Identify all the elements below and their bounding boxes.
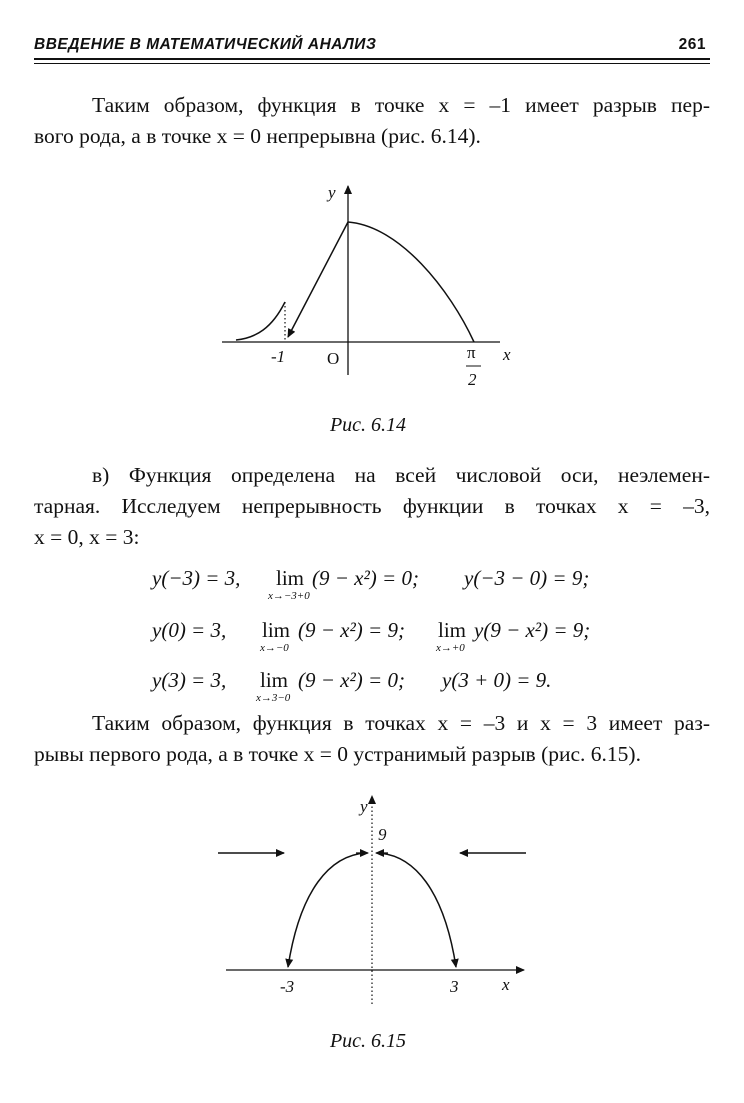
formula-2-a: y(0) = 3, [152, 618, 227, 642]
paragraph-3-line-1: Таким образом, функция в точках x = –3 и x = 3 имеет раз- [92, 711, 710, 735]
formula-2-lim2: lim [438, 618, 467, 642]
fig615-label-nine: 9 [378, 825, 387, 844]
formula-1-a: y(−3) = 3, [152, 566, 241, 590]
running-title: ВВЕДЕНИЕ В МАТЕМАТИЧЕСКИЙ АНАЛИЗ [34, 36, 377, 53]
formula-1-lim: lim [276, 566, 305, 590]
formula-3-b: y(3 + 0) = 9. [442, 668, 552, 692]
fig615-parabola-right [378, 853, 456, 967]
formula-3-lim-sub: x→3−0 [256, 692, 291, 704]
formula-3-a: y(3) = 3, [152, 668, 227, 692]
fig615-label-minus3: -3 [280, 977, 295, 996]
formula-2-lim2-sub: x→+0 [436, 642, 465, 654]
fig615-label-x: x [502, 975, 510, 994]
fig614-label-pi: π [467, 343, 476, 362]
paragraph-2-line-3: x = 0, x = 3: [34, 525, 140, 549]
fig614-label-y: y [328, 183, 336, 202]
formula-1-lim-sub: x→−3+0 [268, 590, 310, 602]
paragraph-1-line-2: вого рода, а в точке x = 0 непрерывна (рис. 6.14). [34, 124, 481, 148]
caption-6-14: Рис. 6.14 [329, 414, 407, 436]
formula-2-expr1: (9 − x²) = 9; [298, 618, 405, 642]
page-number: 261 [678, 36, 706, 53]
formula-2-lim1: lim [262, 618, 291, 642]
formula-1-expr: (9 − x²) = 0; [312, 566, 419, 590]
fig615-parabola-left [288, 853, 366, 967]
caption-6-15: Рис. 6.15 [329, 1030, 407, 1052]
paragraph-1-line-1: Таким образом, функция в точке x = –1 имеет разрыв пер- [92, 93, 710, 117]
formula-3-expr: (9 − x²) = 0; [298, 668, 405, 692]
formula-2-expr2: y(9 − x²) = 9; [474, 618, 591, 642]
fig614-label-x: x [503, 345, 511, 364]
fig614-label-minus1: -1 [271, 347, 286, 366]
formula-1-b: y(−3 − 0) = 9; [464, 566, 590, 590]
paragraph-2-line-2: тарная. Исследуем непрерывность функции в точках x = –3, [34, 494, 710, 518]
formula-2-lim1-sub: x→−0 [260, 642, 289, 654]
paragraph-2-line-1: в) Функция определена на всей числовой оси, неэлемен- [92, 463, 710, 487]
paragraph-3-line-2: рывы первого рода, а в точке x = 0 устранимый разрыв (рис. 6.15). [34, 742, 641, 766]
fig615-label-three: 3 [450, 977, 459, 996]
fig614-label-two: 2 [468, 370, 477, 389]
formula-3-lim: lim [260, 668, 289, 692]
fig615-label-y: y [360, 797, 368, 816]
fig614-label-origin: O [327, 349, 340, 368]
